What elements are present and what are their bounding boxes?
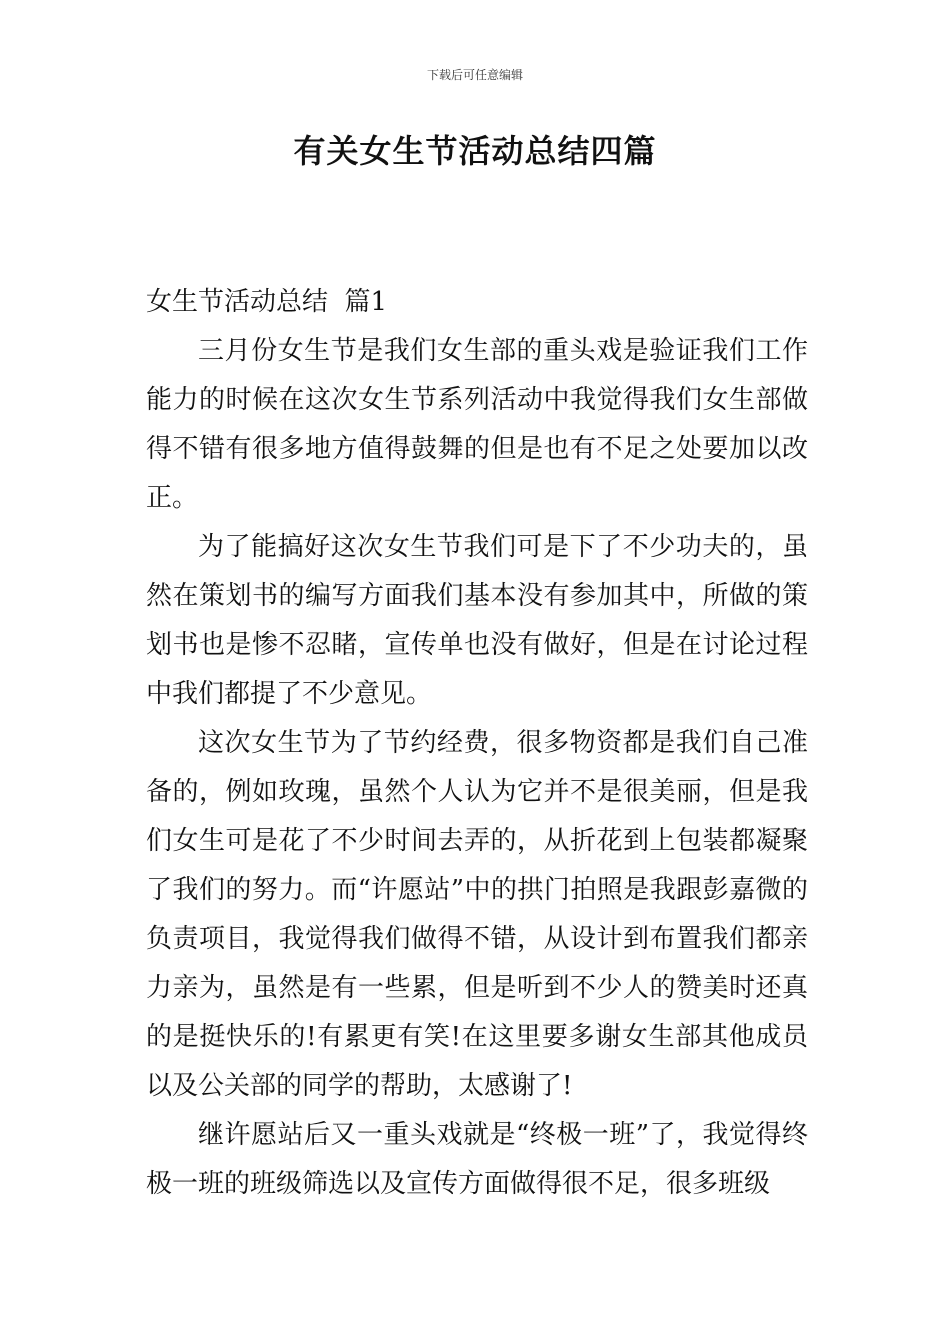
header-note: 下载后可任意编辑 bbox=[426, 68, 523, 82]
paragraph-1: 三月份女生节是我们女生部的重头戏是验证我们工作能力的时候在这次女生节系列活动中我觉得我们女生部做得不错有很多地方值得鼓舞的但是也有不足之处要加以改正。 bbox=[146, 336, 808, 513]
paragraph-2: 为了能搞好这次女生节我们可是下了不少功夫的，虽然在策划书的编写方面我们基本没有参加其中，所做的策划书也是惨不忍睹，宣传单也没有做好，但是在讨论过程中我们都提了不少意见。 bbox=[146, 532, 808, 709]
document-body bbox=[146, 278, 808, 1209]
document-title: 有关女生节活动总结四篇 bbox=[293, 132, 657, 170]
paragraph-4: 继许愿站后又一重头戏就是“终极一班”了，我觉得终极一班的班级筛选以及宣传方面做得很不足，很多班级 bbox=[146, 1120, 808, 1199]
paragraph-3: 这次女生节为了节约经费，很多物资都是我们自己准备的，例如玫瑰，虽然个人认为它并不是很美丽，但是我们女生可是花了不少时间去弄的，从折花到上包装都凝聚了我们的努力。而“许愿站”中的拱门拍照是我跟彭嘉微的负责项目，我觉得我们做得不错，从设计到布置我们都亲力亲为，虽然是有一些累，但是听到不少人的赞美时还真的是挺快乐的!有累更有笑!在这里要多谢女生部其他成员以及公关部的同学的帮助，太感谢了! bbox=[146, 728, 808, 1101]
section-heading: 女生节活动总结 篇1 bbox=[146, 287, 388, 317]
